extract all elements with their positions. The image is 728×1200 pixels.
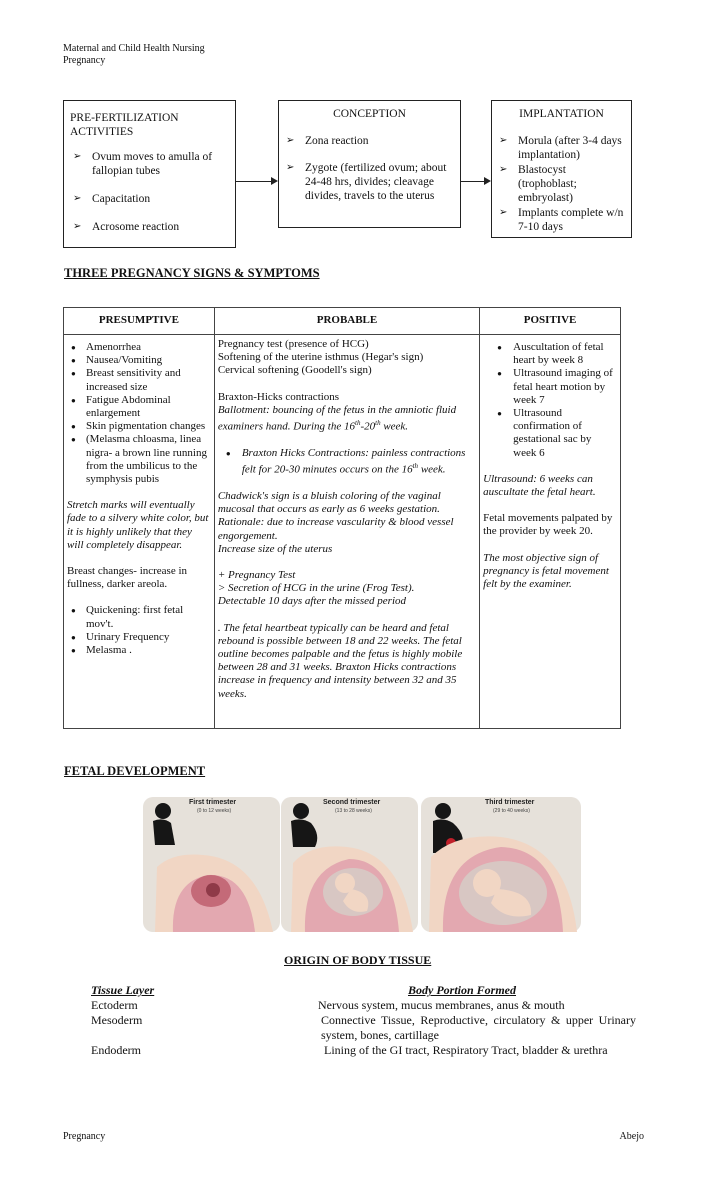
trimester-title: First trimester <box>189 799 237 806</box>
portion-col-header: Body Portion Formed <box>408 983 517 997</box>
list-item: ● Ultrasound confirmation of gestational sac by week 6 <box>493 407 617 460</box>
fetal-heading: FETAL DEVELOPMENT <box>64 764 206 778</box>
probable-text: Softening of the uterine isthmus (Hegar's sign) <box>217 351 424 364</box>
conception-title: CONCEPTION <box>333 108 406 120</box>
header-topic: Pregnancy <box>63 55 106 66</box>
trimester-image-first <box>143 797 280 932</box>
probable-text: Cervical softening (Goodell's sign) <box>217 364 372 377</box>
tissue-layer: Endoderm <box>91 1043 141 1057</box>
implantation-title: IMPLANTATION <box>519 108 604 120</box>
rationale-text: Rationale: due to increase vascularity & blood vessel engorgement. <box>217 516 454 542</box>
positive-list <box>483 341 617 460</box>
presumptive-cell <box>64 335 215 729</box>
objective-sign-text: The most objective sign of pregnancy is fetal movement felt by the examiner. <box>483 551 609 591</box>
list-item: ● Skin pigmentation changes <box>67 420 211 433</box>
trimester-weeks: (29 to 40 weeks) <box>493 808 530 814</box>
origin-title: ORIGIN OF BODY TISSUE <box>284 953 432 967</box>
first-trimester-illustration-icon <box>143 797 280 932</box>
flow-arrow-line <box>461 181 484 182</box>
list-item: ● Amenorrhea <box>67 341 211 354</box>
probable-text: Pregnancy test (presence of HCG) <box>217 338 369 350</box>
conception-item: ➢ Zona reaction <box>283 134 456 148</box>
trimester-weeks: (0 to 12 weeks) <box>197 808 232 814</box>
footer-left: Pregnancy <box>63 1131 106 1142</box>
uterus-text: Increase size of the uterus <box>217 542 333 555</box>
list-item: ● Urinary Frequency <box>67 631 211 644</box>
third-trimester-illustration-icon <box>421 797 581 932</box>
trimester-image-third <box>421 797 581 932</box>
list-item: ● Nausea/Vomiting <box>67 354 211 367</box>
probable-text: Braxton-Hicks contractions <box>217 390 340 403</box>
footer-right: Abejo <box>619 1131 644 1142</box>
col-presumptive: PRESUMPTIVE <box>64 308 215 335</box>
conception-item: ➢ Zygote (fertilized ovum; about 24-48 hrs, divides; cleavage divides, travels to the uterus <box>283 161 456 203</box>
prefert-item: ➢ Acrosome reaction <box>70 220 229 234</box>
trimester-weeks: (13 to 28 weeks) <box>335 808 372 814</box>
flow-arrow-line <box>236 181 271 182</box>
detectable-text: Detectable 10 days after the missed period <box>217 595 406 608</box>
list-item: ● (Melasma chloasma, linea nigra- a brown line running from the umbilicus to the symphysis pubis <box>67 433 211 486</box>
implantation-item: ➢ Morula (after 3-4 days implantation) <box>496 134 627 162</box>
implantation-item: ➢ Implants complete w/n 7-10 days <box>496 206 627 234</box>
pregnancy-test-text: + Pregnancy Test <box>217 568 296 581</box>
list-item: ● Breast sensitivity and increased size <box>67 367 211 393</box>
col-probable: PROBABLE <box>214 308 479 335</box>
stretch-marks-note: Stretch marks will eventually fade to a silvery white color, but it is highly unlikely that they will completely disappear. <box>67 499 209 551</box>
running-header <box>63 43 205 67</box>
list-item: ● Ultrasound imaging of fetal heart motion by week 7 <box>493 367 617 407</box>
list-item: ● Quickening: first fetal mov't. <box>67 604 211 630</box>
list-item: ● Braxton Hicks Contractions: painless contractions felt for 20-30 minutes occurs on the 16th week. <box>222 447 476 477</box>
implantation-item: ➢ Blastocyst (trophoblast; embryolast) <box>496 163 627 205</box>
signs-table <box>63 307 621 729</box>
chadwick-text: Chadwick's sign is a bluish coloring of the vaginal mucosal that occurs as early as 6 weeks gestation. <box>217 489 441 516</box>
prefert-item: ➢ Ovum moves to amulla of fallopian tubes <box>70 150 229 178</box>
flow-arrow-head-icon <box>271 177 278 185</box>
breast-changes-note: Breast changes- increase in fullness, darker areola. <box>67 565 188 591</box>
trimester-title: Second trimester <box>323 799 381 806</box>
heartbeat-text: . The fetal heartbeat typically can be heard and fetal rebound is possible between 18 and 22 weeks. The fetal outline becomes palpable and the fetus is highly mobile between 28 and 31 weeks. Braxton Hicks contractions increase in frequency and intensity between 32 and 35 weeks. <box>217 621 463 700</box>
tissue-portion: Connective Tissue, Reproductive, circulatory & upper Urinary system, bones, cartillage <box>321 1013 636 1042</box>
list-item: ● Melasma . <box>67 644 211 657</box>
prefertilization-box <box>63 100 236 248</box>
braxton-list <box>218 447 476 477</box>
flow-arrow-head-icon <box>484 177 491 185</box>
prefertilization-title: PRE-FERTILIZATION ACTIVITIES <box>70 112 179 138</box>
tissue-layer: Mesoderm <box>91 1013 143 1027</box>
tissue-col-header: Tissue Layer <box>91 983 155 997</box>
ballotment-text: Ballotment: bouncing of the fetus in the amniotic fluid examiners hand. During the 16th-20th week. <box>217 403 457 433</box>
fetal-movements-text: Fetal movements palpated by the provider by week 20. <box>483 512 613 538</box>
hcg-secretion-text: > Secretion of HCG in the urine (Frog Test). <box>217 582 415 595</box>
tissue-portion: Nervous system, mucus membranes, anus & mouth <box>318 998 565 1012</box>
tissue-portion: Lining of the GI tract, Respiratory Tract, bladder & urethra <box>324 1043 608 1057</box>
probable-cell <box>214 335 479 729</box>
conception-box <box>278 100 461 228</box>
list-item: ● Auscultation of fetal heart by week 8 <box>493 341 617 367</box>
signs-heading: THREE PREGNANCY SIGNS & SYMPTOMS <box>64 266 320 280</box>
second-trimester-illustration-icon <box>281 797 418 932</box>
prefert-item: ➢ Capacitation <box>70 192 229 206</box>
trimester-title: Third trimester <box>485 799 535 806</box>
positive-cell <box>480 335 621 729</box>
tissue-layer: Ectoderm <box>91 998 138 1012</box>
header-course: Maternal and Child Health Nursing <box>63 43 205 54</box>
list-item: ● Fatigue Abdominal enlargement <box>67 394 211 420</box>
trimester-image-second <box>281 797 418 932</box>
presumptive-list-2 <box>67 604 211 657</box>
implantation-box <box>491 100 632 238</box>
ultrasound-text: Ultrasound: 6 weeks can auscultate the fetal heart. <box>483 472 596 499</box>
col-positive: POSITIVE <box>480 308 621 335</box>
presumptive-list <box>67 341 211 486</box>
